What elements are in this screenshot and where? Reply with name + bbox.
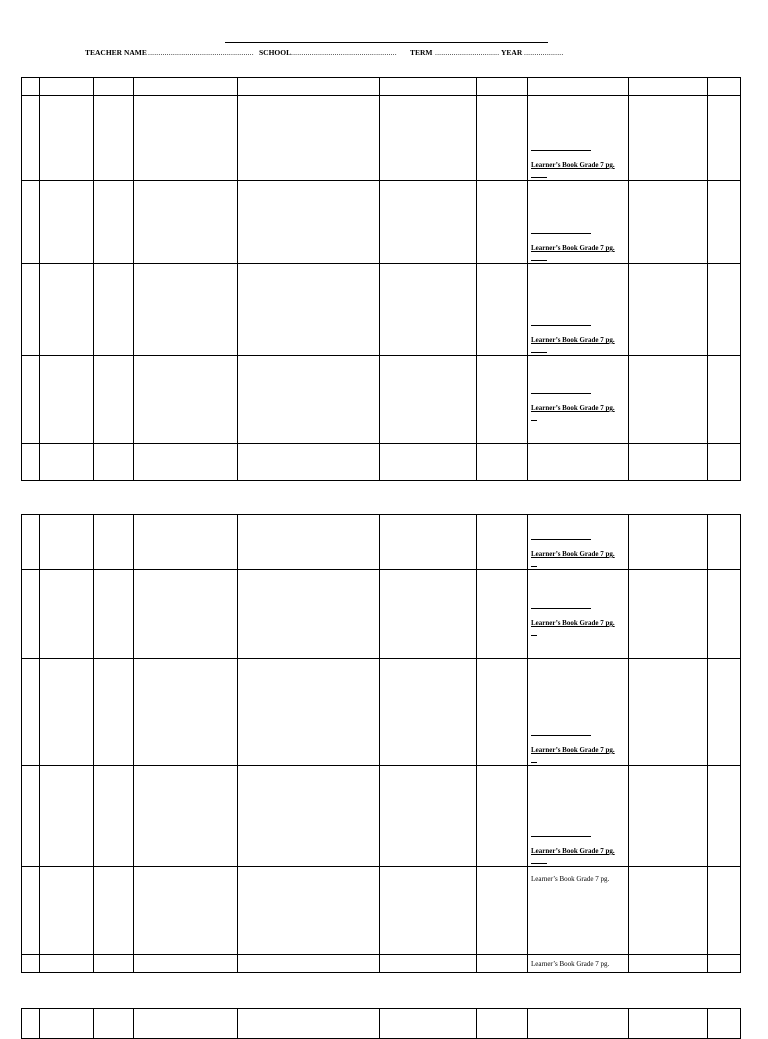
year-label: YEAR [501, 48, 523, 57]
table-row [22, 444, 741, 481]
title-underline [225, 42, 548, 43]
table-row [22, 659, 741, 766]
year-dots: ................... [524, 48, 564, 57]
reference-cell: Learner’s Book Grade 7 pg. [528, 515, 629, 570]
reference-cell: Learner’s Book Grade 7 pg. [528, 570, 629, 659]
reference-cell: Learner’s Book Grade 7 pg. [528, 264, 629, 356]
school-label: SCHOOL [259, 48, 292, 57]
table-row [22, 181, 741, 264]
teacher-name-dots: ................................................... [148, 48, 254, 57]
reference-cell: Learner’s Book Grade 7 pg. [528, 96, 629, 181]
table-row [22, 515, 741, 570]
reference-cell: Learner’s Book Grade 7 pg. [528, 955, 629, 973]
scheme-table-1 [21, 77, 741, 481]
scheme-table-2 [21, 514, 741, 973]
teacher-name-label: TEACHER NAME [85, 48, 147, 57]
term-label: TERM [410, 48, 433, 57]
table-row [22, 955, 741, 973]
term-dots: ............................... [435, 48, 500, 57]
reference-cell: Learner’s Book Grade 7 pg. [528, 659, 629, 766]
school-dots: ................................................... [291, 48, 397, 57]
table-row [22, 867, 741, 955]
reference-cell: Learner’s Book Grade 7 pg. [528, 356, 629, 444]
reference-cell: Learner’s Book Grade 7 pg. [528, 181, 629, 264]
reference-cell: Learner’s Book Grade 7 pg. [528, 867, 629, 955]
reference-cell: Learner’s Book Grade 7 pg. [528, 766, 629, 867]
table-row [22, 356, 741, 444]
table-row [22, 264, 741, 356]
table-header-row [22, 78, 741, 96]
table-row [22, 570, 741, 659]
table-row [22, 766, 741, 867]
table-row [22, 96, 741, 181]
